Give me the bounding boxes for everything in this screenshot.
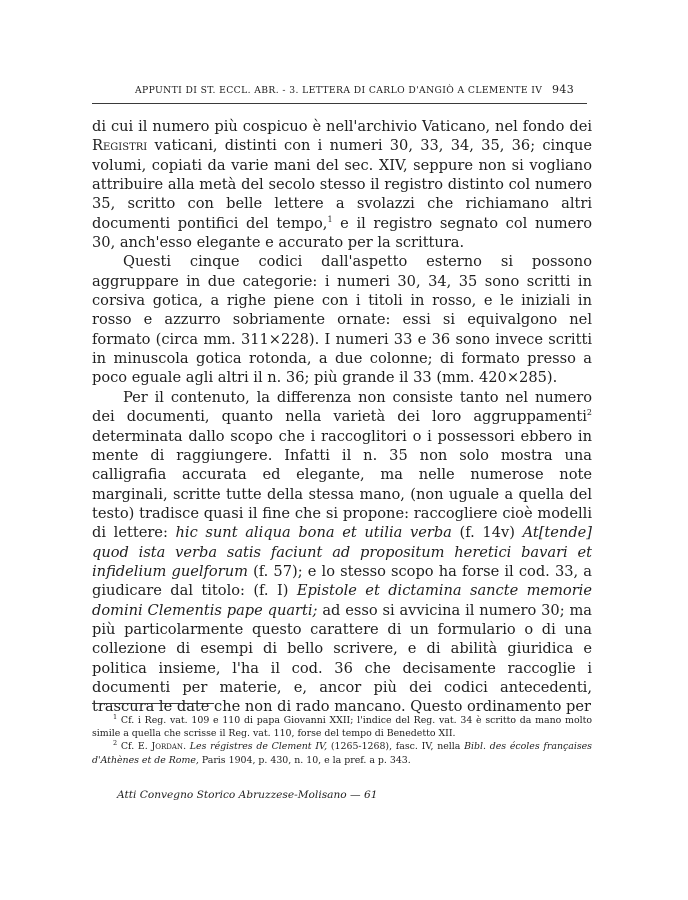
main-text	[92, 117, 592, 717]
footnote-text: Cf. E.	[117, 741, 152, 753]
text-run: determinata dallo scopo che i raccoglitori o i possessori ebbero in mente di raggiungere. Infatti il n. 35 non solo mostra una calligrafia accurata ed elegante, ma nelle numerose note marginali, scritte tutte della stessa mano, (non uguale a quella del testo) tradisce quasi il fine che si propone: raccogliere cioè modelli di lettere:	[92, 427, 592, 542]
text-run: e il registro segnato col numero 30, anch'esso elegante e accurato per la scrittura.	[92, 214, 592, 252]
paragraph-3	[92, 388, 592, 717]
footnote-2	[92, 740, 592, 766]
text-run: ad esso si avvicina il numero 30; ma più particolarmente questo carattere di un formulario o di una collezione di esempi di bello scrivere, e di abilità giuridica e politica insieme, l'ha il cod. 36 che decisamente raccoglie i documenti per materie, e, ancor più dei codici antecedenti, trascura le date che non di rado mancano. Questo ordinamento per	[92, 601, 593, 716]
footnote-author: Jordan	[151, 741, 184, 753]
paragraph-2: Questi cinque codici dall'aspetto esterno si possono aggruppare in due categorie: i numeri 30, 34, 35 sono scritti in corsiva gotica, a righe piene con i titoli in rosso, e le iniziali in rosso e azzurro sobriamente ornate: essi si equivalgono nel formato (circa mm. 311×228). I numeri 33 e 36 sono invece scritti in minuscola gotica rotonda, a due colonne; di formato presso a poco eguale agli altri il n. 36; più grande il 33 (mm. 420×285).	[92, 253, 592, 387]
footnote-text: Paris 1904, p. 430, n. 10, e la pref. a p. 343.	[198, 754, 411, 766]
text-run: (f. 57); e lo stesso scopo ha forse il cod. 33, a giudicare dal titolo: (f. I)	[92, 562, 592, 600]
footnote-text: Cf. i Reg. vat. 109 e 110 di papa Giovanni XXII; l'indice del Reg. vat. 34 è scritto da mano molto simile a quella che scrisse il Reg. vat. 110, forse del tempo di Benedetto XII.	[92, 715, 592, 740]
footnote-rule	[92, 703, 214, 704]
footnote-series: Bibl. des écoles françaises d'Athènes et de Rome,	[92, 741, 592, 766]
footnote-title: Les régistres de Clement IV,	[189, 741, 328, 753]
running-title: APPUNTI DI ST. ECCL. ABR. - 3. LETTERA DI CARLO D'ANGIÒ A CLEMENTE IV	[135, 85, 543, 96]
footnote-1	[92, 714, 592, 740]
latin-quote: Epistole et dictamina sancte memorie domini Clementis pape quarti;	[92, 582, 592, 619]
page-footer: Atti Convegno Storico Abruzzese-Molisano — 61	[117, 789, 378, 801]
text-run: vaticani, distinti con i numeri 30, 33, 34, 35, 36; cinque volumi, copiati da varie mani del sec. XIV, seppure non si vogliano attribuire alla metà del secolo stesso il registro distinto col numero 35, scritto con belle lettere a svolazzi che richiamano altri documenti pontifici del tempo,	[92, 137, 592, 232]
footnote-text: .	[183, 741, 190, 753]
footnote-text: (1265-1268), fasc. IV, nella	[327, 741, 465, 753]
latin-quote: At[tende] quod ista verba satis faciunt ad propositum heretici bavari et infidelium guelforum	[92, 524, 592, 580]
footnotes	[92, 714, 592, 767]
text-run: (f. 14v)	[451, 524, 523, 542]
footnote-mark: 1	[113, 713, 118, 721]
header-rule	[92, 103, 587, 104]
paragraph-1	[92, 117, 592, 252]
text-run: Per il contenuto, la differenza non consiste tanto nel numero dei documenti, quanto nella varietà dei loro aggruppamenti	[92, 388, 592, 426]
footnote-ref-1: 1	[327, 214, 333, 224]
page-number: 943	[552, 83, 575, 96]
latin-quote: hic sunt aliqua bona et utilia verba	[175, 524, 452, 542]
footnote-ref-2: 2	[586, 408, 592, 418]
text-run: Registri	[92, 137, 148, 155]
text-run: di cui il numero più cospicuo è nell'archivio Vaticano, nel fondo dei	[92, 118, 592, 135]
footnote-mark: 2	[113, 739, 118, 748]
